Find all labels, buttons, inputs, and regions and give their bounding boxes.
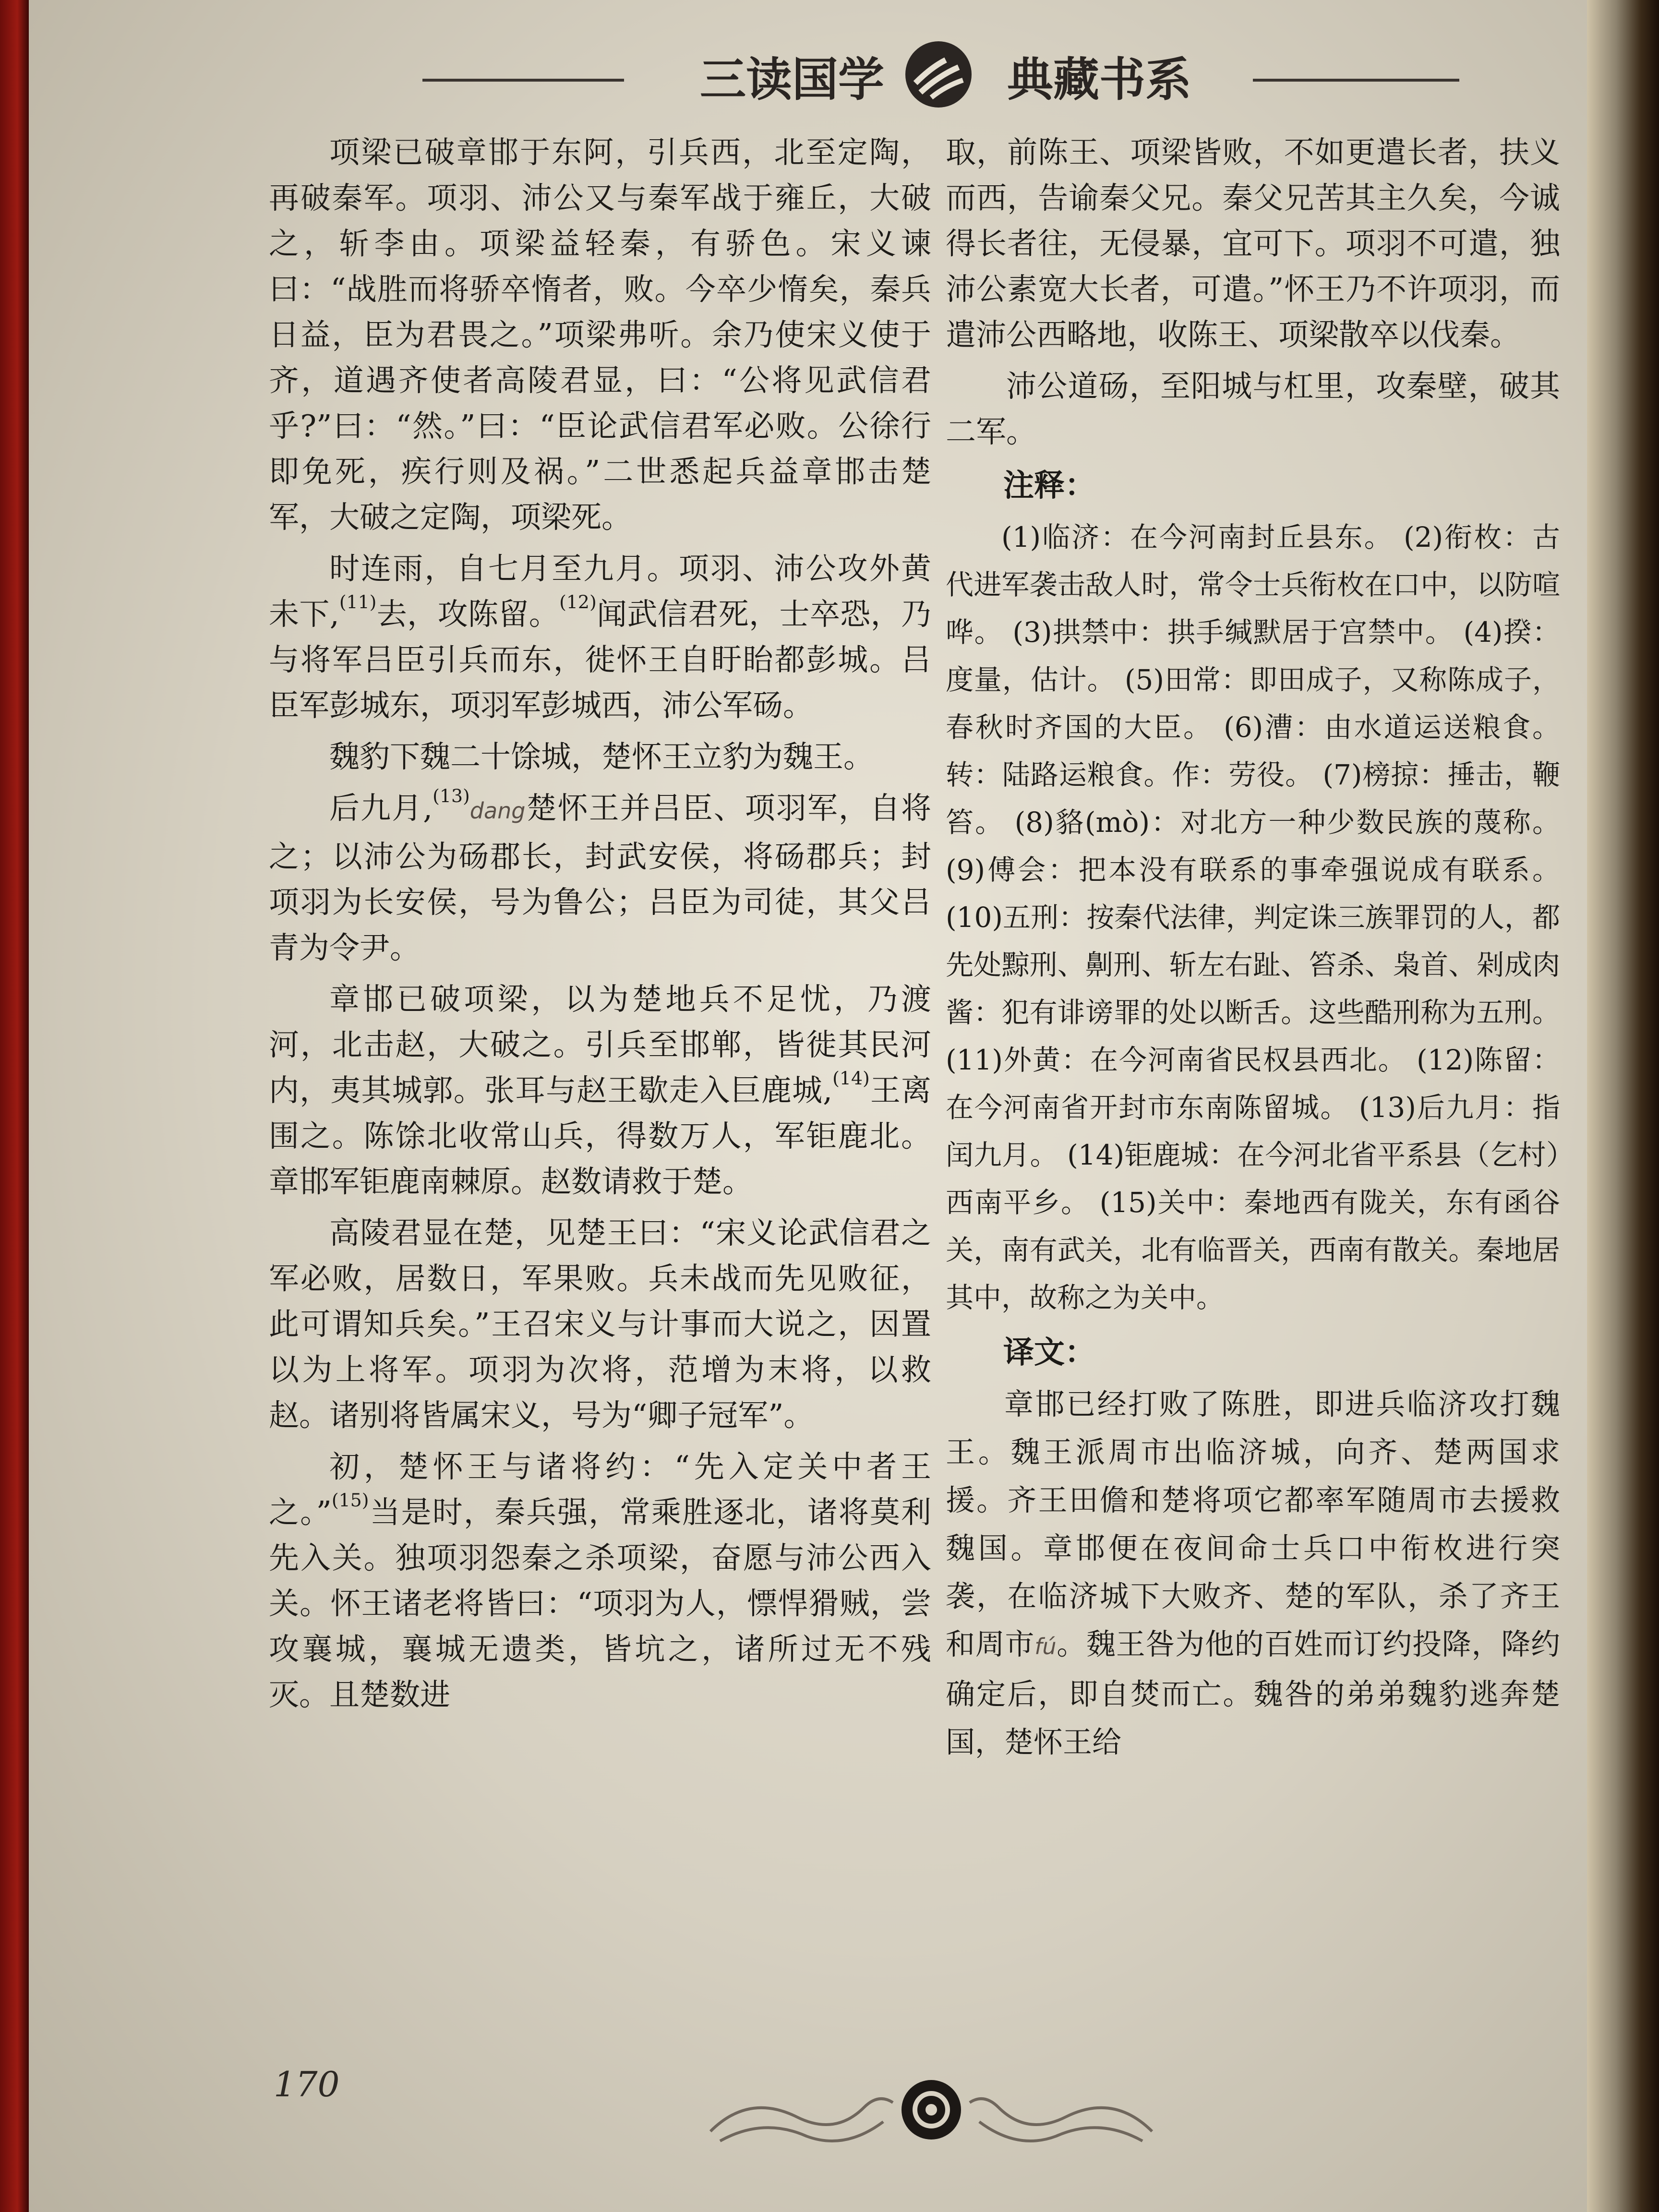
footnote-ref: (12) [559,591,597,613]
paragraph: 章邯已破项梁，以为楚地兵不足忧，乃渡河，北击赵，大破之。引兵至邯郸，皆徙其民河内，夷其城郭。张耳与赵王歇走入巨鹿城,$^{(14)}$王离围之。陈馀北收常山兵，得数万人，军钜鹿北。章邯军钜鹿南棘原。赵数请救于楚。 [269,982,932,1199]
footnote-ref: (11) [339,591,377,613]
paragraph-continuation: 取，前陈王、项梁皆败，不如更遣长者，扶义而西，告谕秦父兄。秦父兄苦其主久矣，今诚得长者往，无侵暴，宜可下。项羽不可遣，独沛公素宽大长者，可遣。”怀王乃不许项羽，而遣沛公西略地，收陈王、项梁散卒以伐秦。 [946,135,1560,352]
header-rule-left [422,79,624,82]
footnote-ref: (14) [832,1067,870,1089]
handwritten-annotation: fú [1034,1634,1057,1659]
brand-emblem-icon [902,38,974,110]
book-page [29,0,1587,2212]
book-cover-edge-left [0,0,29,2212]
translation-body: 章邯已经打败了陈胜，即进兵临济攻打魏王。魏王派周市出临济城，向齐、楚两国求援。齐王田儋和楚将项它都率军随周市去援救魏国。章邯便在夜间命士兵口中衔枚进行突袭，在临济城下大败齐、楚的军队，杀了齐王和周市fú。魏王咎为他的百姓而订约投降，降约确定后，即自焚而亡。魏咎的弟弟魏豹逃奔楚国，楚怀王给 [946,1387,1560,1759]
paragraph: 高陵君显在楚，见楚王曰：“宋义论武信君之军必败，居数日，军果败。兵未战而先见败征，此可谓知兵矣。”王召宋义与计事而大说之，因置以为上将军。项羽为次将，范增为末将，以救赵。诸别将皆属宋义，号为“卿子冠军”。 [269,1215,931,1433]
paragraph: 后九月,$^{(13)}$dang楚怀王并吕臣、项羽军，自将之；以沛公为砀郡长，封武安侯，将砀郡兵；封项羽为长安侯，号为鲁公；吕臣为司徒，其父吕青为令尹。 [269,785,932,965]
header-rule-right [1253,79,1459,82]
handwritten-annotation: dang [469,798,526,824]
paragraph: 沛公道砀，至阳城与杠里，攻秦壁，破其二军。 [946,369,1560,449]
translation-heading: 译文： [1003,1335,1095,1370]
paragraph: 魏豹下魏二十馀城，楚怀王立豹为魏王。 [329,739,874,774]
book-page-edges-right [1587,0,1659,2212]
series-title-left: 三读国学 [700,53,884,107]
notes-body: (1)临济：在今河南封丘县东。 (2)衔枚：古代进军袭击敌人时，常令士兵衔枚在口中，以防喧哗。 (3)拱禁中：拱手缄默居于宫禁中。 (4)揆：度量，估计。 (5)田常：即田成子，又称陈成子，春秋时齐国的大臣。 (6)漕：由水道运送粮食。转：陆路运粮食。作：劳役。 (7)榜掠：捶击，鞭笞。 (8)貉(mò)：对北方一种少数民族的蔑称。 (9)傅会：把本没有联系的事牵强说成有联系。 (10)五刑：按秦代法律，判定诛三族罪罚的人，都先处黥刑、劓刑、斩左右趾、笞杀、枭首、剁成肉酱：犯有诽谤罪的处以断舌。这些酷刑称为五刑。 (11)外黄：在今河南省民权县西北。 (12)陈留：在今河南省开封市东南陈留城。 (13)后九月：指闰九月。 (14)钜鹿城：在今河北省平系县（乞村）西南平乡。 (15)关中：秦地西有陇关，东有函谷关，南有武关，北有临晋关，西南有散关。秦地居其中，故称之为关中。 [946,521,1560,1314]
paragraph: 项梁已破章邯于东阿，引兵西，北至定陶，再破秦军。项羽、沛公又与秦军战于雍丘，大破之，斩李由。项梁益轻秦，有骄色。宋义谏曰：“战胜而将骄卒惰者，败。今卒少惰矣，秦兵日益，臣为君畏之。”项梁弗听。余乃使宋义使于齐，道遇齐使者高陵君显，曰：“公将见武信君乎?”曰：“然。”曰：“臣论武信君军必败。公徐行即免死，疾行则及祸。”二世悉起兵益章邯击楚军，大破之定陶，项梁死。 [269,135,931,535]
paragraph: 初，楚怀王与诸将约：“先入定关中者王之。”$^{(15)}$当是时，秦兵强，常乘胜逐北，诸将莫利先入关。独项羽怨秦之杀项梁，奋愿与沛公西入关。怀王诸老将皆曰：“项羽为人，慓悍猾贼，尝攻襄城，襄城无遗类，皆坑之，诸所过无不残灭。且楚数进 [269,1449,932,1712]
series-title-right: 典藏书系 [1007,53,1191,107]
left-text-column [269,130,931,1723]
paragraph: 时连雨，自七月至九月。项羽、沛公攻外黄未下,$^{(11)}$去，攻陈留。$^{(12)}$闻武信君死，士卒恐，乃与将军吕臣引兵而东，徙怀王自盱眙都彭城。吕臣军彭城东，项羽军彭城西，沛公军砀。 [269,551,932,723]
running-header [29,19,1587,125]
dragon-ornament-icon [691,2064,1171,2155]
right-text-column [946,130,1560,1767]
notes-heading: 注释： [1003,468,1095,504]
page-number: 170 [274,2064,340,2104]
footnote-ref: (15) [331,1489,369,1511]
footnote-ref: (13) [433,785,470,806]
